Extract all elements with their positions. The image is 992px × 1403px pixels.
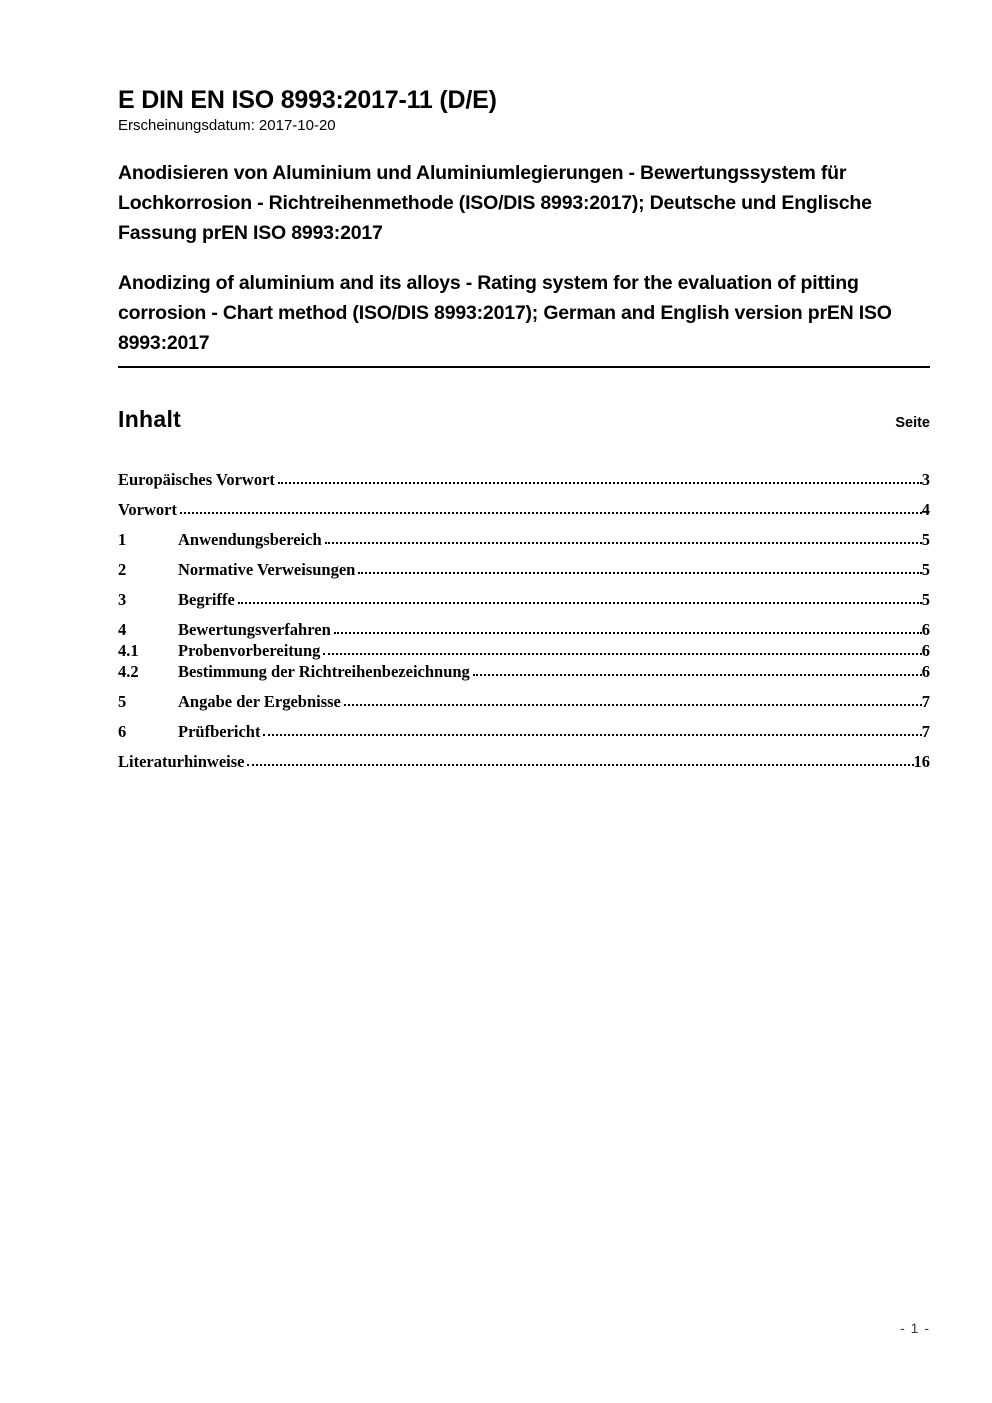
toc-leader-dots [473,674,922,676]
toc-entry-page: 5 [921,590,930,609]
document-page [118,86,930,782]
toc-leader-dots [325,542,922,544]
page-number-indicator: - 1 - [900,1320,930,1336]
toc-leader-dots [247,764,913,766]
toc-leader-dots [334,632,922,634]
document-title-english: Anodizing of aluminium and its alloys - Rating system for the evaluation of pitting corrosion - Chart method (ISO/DIS 8993:2017); German and English version prEN ISO 8993:2017 [118,268,930,368]
toc-entry-page: 6 [921,620,930,639]
toc-leader-dots [358,572,921,574]
toc-entry-page: 5 [921,530,930,549]
toc-header [118,406,930,433]
toc-leader-dots [344,704,922,706]
toc-entry-page: 16 [913,752,930,771]
toc-entry-number: 4.1 [118,641,139,660]
toc-leader-dots [180,512,922,514]
toc-entry-number: 1 [118,530,127,549]
toc-entry-page: 5 [921,560,930,579]
toc-entry-page: 7 [921,722,930,741]
toc-leader-dots [278,482,922,484]
toc-page-column-label: Seite [895,415,930,431]
toc-leader-dots [238,602,922,604]
toc-entry [118,620,930,637]
toc-entry [118,560,930,577]
toc-entry-number: 5 [118,692,127,711]
toc-entry-label: Literaturhinweise [118,752,245,771]
toc-entry [118,692,930,709]
toc-entry [118,590,930,607]
toc-leader-dots [323,653,921,655]
toc-entry [118,722,930,739]
toc-entry-label: Begriffe [178,590,235,609]
toc-entry-label: Probenvorbereitung [178,641,321,660]
toc-entry [118,470,930,487]
toc-entry-number: 2 [118,560,127,579]
toc-entry [118,752,930,769]
toc-entry-label: Prüfbericht [178,722,261,741]
toc-entry [118,662,930,679]
document-title-german: Anodisieren von Aluminium und Aluminiumlegierungen - Bewertungssystem für Lochkorrosion - Richtreihenmethode (ISO/DIS 8993:2017); Deutsche und Englische Fassung prEN ISO 8993:2017 [118,162,872,244]
toc-entry-label: Europäisches Vorwort [118,470,275,489]
toc-leader-dots [263,734,921,736]
table-of-contents [118,470,930,769]
toc-entry-number: 3 [118,590,127,609]
toc-entry-page: 6 [921,641,930,660]
document-title: E DIN EN ISO 8993:2017-11 (D/E) [118,86,497,114]
toc-entry-label: Angabe der Ergebnisse [178,692,341,711]
toc-heading: Inhalt [118,406,182,432]
toc-entry-number: 4.2 [118,662,139,681]
toc-entry-label: Vorwort [118,500,177,519]
toc-entry-number: 4 [118,620,127,639]
toc-entry-page: 7 [921,692,930,711]
toc-entry-number: 6 [118,722,127,741]
toc-entry-page: 6 [921,662,930,681]
toc-entry-page: 3 [921,470,930,489]
toc-entry-label: Normative Verweisungen [178,560,356,579]
release-date: Erscheinungsdatum: 2017-10-20 [118,117,336,134]
toc-entry [118,641,930,658]
toc-entry [118,530,930,547]
toc-entry-label: Anwendungsbereich [178,530,322,549]
toc-entry-label: Bestimmung der Richtreihenbezeichnung [178,662,470,681]
toc-entry-label: Bewertungsverfahren [178,620,331,639]
toc-entry [118,500,930,517]
toc-entry-page: 4 [921,500,930,519]
